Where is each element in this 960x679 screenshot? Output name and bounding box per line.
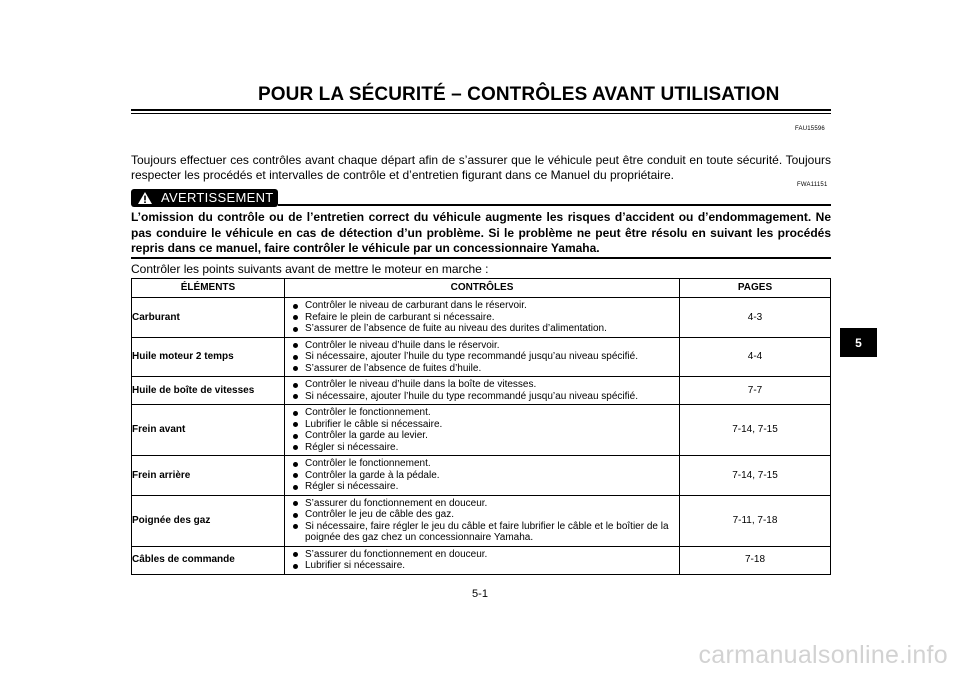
controls-list — [285, 547, 679, 574]
column-header-pages: PAGES — [680, 279, 831, 298]
controls-cell — [285, 456, 680, 496]
item-name: Frein arrière — [132, 456, 285, 496]
table-row — [132, 495, 831, 546]
controls-list — [285, 496, 679, 546]
page-number: 5-1 — [472, 588, 488, 600]
pages-ref: 7-7 — [680, 377, 831, 405]
warning-bottom-rule — [131, 257, 831, 259]
controls-cell — [285, 546, 680, 574]
warning-label: AVERTISSEMENT — [161, 190, 274, 205]
control-item: Contrôler le fonctionnement. — [285, 458, 679, 470]
warning-badge — [131, 189, 278, 207]
column-header-controls: CONTRÔLES — [285, 279, 680, 298]
pages-ref: 4-4 — [680, 337, 831, 377]
control-item: S’assurer de l’absence de fuites d’huile. — [285, 363, 679, 375]
warning-triangle-icon — [135, 189, 155, 207]
watermark: carmanualsonline.info — [698, 641, 948, 669]
table-row — [132, 377, 831, 405]
warning-rule — [278, 204, 831, 206]
table-row — [132, 337, 831, 377]
controls-cell — [285, 405, 680, 456]
pages-ref: 4-3 — [680, 298, 831, 338]
control-item: Contrôler la garde au levier. — [285, 430, 679, 442]
control-item: Régler si nécessaire. — [285, 481, 679, 493]
table-row — [132, 546, 831, 574]
control-item: Si nécessaire, faire régler le jeu du câble et faire lubrifier le câble et le boîtier de la poignée des gaz chez un concessionnaire Yamaha. — [285, 521, 679, 544]
table-row — [132, 298, 831, 338]
control-item: Si nécessaire, ajouter l’huile du type recommandé jusqu’au niveau spécifié. — [285, 351, 679, 363]
control-item: Lubrifier le câble si nécessaire. — [285, 419, 679, 431]
pages-ref: 7-11, 7-18 — [680, 495, 831, 546]
control-item: S’assurer de l’absence de fuite au niveau des durites d’alimentation. — [285, 323, 679, 335]
lead-text: Contrôler les points suivants avant de mettre le moteur en marche : — [131, 262, 489, 276]
item-name: Frein avant — [132, 405, 285, 456]
pages-ref: 7-14, 7-15 — [680, 405, 831, 456]
control-item: Régler si nécessaire. — [285, 442, 679, 454]
item-name: Câbles de commande — [132, 546, 285, 574]
controls-list — [285, 338, 679, 377]
pages-ref: 7-18 — [680, 546, 831, 574]
table-row — [132, 456, 831, 496]
control-item: S’assurer du fonctionnement en douceur. — [285, 498, 679, 510]
intro-paragraph: Toujours effectuer ces contrôles avant chaque départ afin de s’assurer que le véhicule peut être conduit en toute sécurité. Toujours respecter les procédés et intervalles de contrôle et d’entretien figurant dans ce Manuel du propriétaire. — [131, 153, 831, 182]
checks-table — [131, 278, 831, 575]
control-item: Contrôler le niveau d’huile dans la boîte de vitesses. — [285, 379, 679, 391]
control-item: Refaire le plein de carburant si nécessaire. — [285, 312, 679, 324]
warning-code: FWA11151 — [797, 182, 828, 188]
title-rule — [131, 109, 831, 111]
controls-cell — [285, 298, 680, 338]
table-header-row — [132, 279, 831, 298]
controls-list — [285, 456, 679, 495]
control-item: Si nécessaire, ajouter l’huile du type recommandé jusqu’au niveau spécifié. — [285, 391, 679, 403]
item-name: Huile moteur 2 temps — [132, 337, 285, 377]
item-name: Carburant — [132, 298, 285, 338]
warning-text: L’omission du contrôle ou de l’entretien correct du véhicule augmente les risques d’accident ou d’endommagement. Ne pas conduire le véhicule en cas de détection d’un problème. Si le problème ne peut être résolu en suivant les procédés repris dans ce manuel, faire contrôler le véhicule par un concessionnaire Yamaha. — [131, 210, 831, 255]
control-item: Lubrifier si nécessaire. — [285, 560, 679, 572]
controls-list — [285, 298, 679, 337]
control-item: Contrôler la garde à la pédale. — [285, 470, 679, 482]
control-item: S’assurer du fonctionnement en douceur. — [285, 549, 679, 561]
section-code: FAU15596 — [795, 126, 825, 132]
controls-list — [285, 405, 679, 455]
item-name: Huile de boîte de vitesses — [132, 377, 285, 405]
controls-cell — [285, 337, 680, 377]
control-item: Contrôler le jeu de câble des gaz. — [285, 509, 679, 521]
control-item: Contrôler le fonctionnement. — [285, 407, 679, 419]
column-header-items: ÉLÉMENTS — [132, 279, 285, 298]
controls-cell — [285, 495, 680, 546]
page-title: POUR LA SÉCURITÉ – CONTRÔLES AVANT UTILISATION — [258, 84, 780, 105]
item-name: Poignée des gaz — [132, 495, 285, 546]
controls-cell — [285, 377, 680, 405]
control-item: Contrôler le niveau d’huile dans le réservoir. — [285, 340, 679, 352]
controls-list — [285, 377, 679, 404]
control-item: Contrôler le niveau de carburant dans le réservoir. — [285, 300, 679, 312]
title-rule-thin — [131, 113, 831, 114]
chapter-tab: 5 — [840, 328, 877, 357]
table-body — [132, 298, 831, 575]
table-row — [132, 405, 831, 456]
pages-ref: 7-14, 7-15 — [680, 456, 831, 496]
